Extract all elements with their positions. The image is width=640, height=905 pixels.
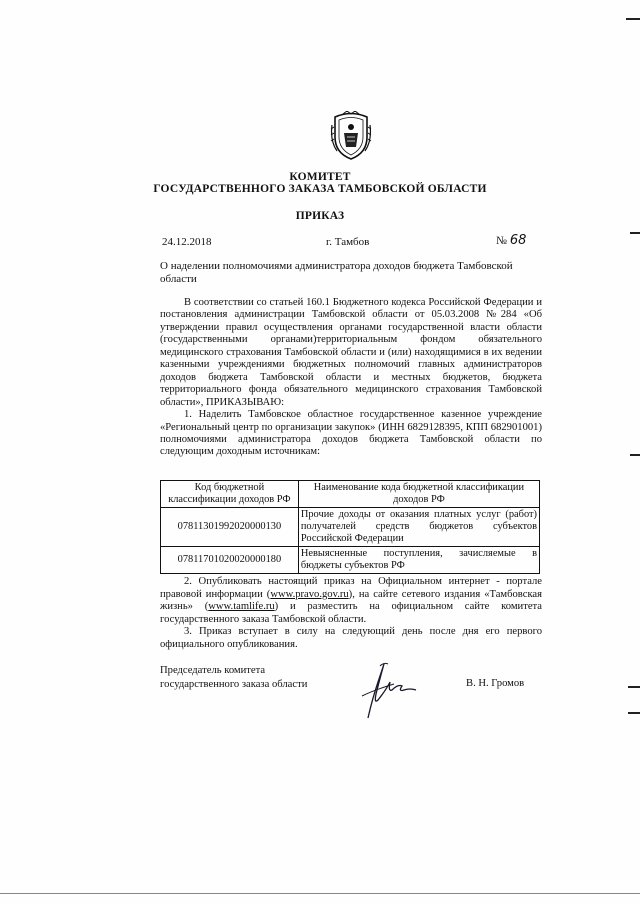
item-2-text-b: ), на сайте сетевого издания «Тамбовская жизнь» ( [160, 588, 543, 613]
table-header-name: Наименование кода бюджетной классификации доходов РФ [298, 481, 539, 508]
table-cell-code: 07811301992020000130 [161, 508, 299, 547]
scan-edge-mark [628, 712, 640, 714]
coat-of-arms-icon [329, 111, 373, 161]
signatory-position [160, 664, 307, 692]
item-1-paragraph: 1. Наделить Тамбовское областное государственное казенное учреждение «Региональный центр по организации закупок» (ИНН 6829128395, КПП 682901001) полномочиями администратора доходов бюджета Тамбовской области по следующим доходным источникам: [160, 409, 542, 458]
signatory-name: В. Н. Громов [466, 678, 525, 689]
scan-edge-mark [630, 232, 640, 234]
scan-edge-mark [628, 686, 640, 688]
document-subject: О наделении полномочиями администратора доходов бюджета Тамбовской области [160, 260, 513, 285]
revenue-codes-table [160, 480, 540, 574]
item-3-paragraph: 3. Приказ вступает в силу на следующий день после дня его первого официального опубликования. [160, 626, 542, 650]
document-type: ПРИКАЗ [295, 210, 345, 222]
item-2-paragraph [160, 576, 542, 626]
table-cell-code: 07811701020020000180 [161, 547, 299, 574]
scan-edge-mark [626, 18, 640, 20]
table-header-code: Код бюджетной классификации доходов РФ [161, 481, 299, 508]
pravo-link[interactable]: www.pravo.gov.ru [270, 588, 349, 600]
table-header-row [161, 481, 540, 508]
org-title-line1: КОМИТЕТ [289, 171, 351, 183]
org-title-line2: ГОСУДАРСТВЕННОГО ЗАКАЗА ТАМБОВСКОЙ ОБЛАСТИ [153, 183, 487, 195]
scan-edge-mark [630, 454, 640, 456]
number-value: 68 [509, 233, 527, 248]
scan-edge-mark [0, 893, 640, 894]
item-2-text-a: 2. Опубликовать настоящий приказ на Официальном интернет - портале правовой информации ( [160, 576, 542, 600]
table-row [161, 508, 540, 547]
table-cell-name: Невыясненные поступления, зачисляемые в бюджеты субъектов РФ [298, 547, 539, 574]
document-body-continued [160, 576, 542, 652]
signatory-position-line1: Председатель комитета [160, 665, 266, 676]
document-date: 24.12.2018 [162, 236, 212, 248]
document-number [496, 233, 526, 248]
document-city: г. Тамбов [326, 236, 370, 248]
item-2-text-c: ) и разместить на официальном сайте комитета государственного заказа Тамбовской области. [160, 601, 542, 625]
signatory-position-line2: государственного заказа области [160, 679, 308, 690]
preamble-paragraph: В соответствии со статьей 160.1 Бюджетного кодекса Российской Федерации и постановления администрации Тамбовской области от 05.03.2008 №284 «Об утверждении правил осуществления органами государственной власти области (государственными органами)территориальным фондом обязательного медицинского страхования Тамбовской области и (или) находящимися в их ведении казенными учреждениями бюджетных полномочий главных администраторов доходов бюджета Тамбовской области и местных бюджетов, бюджета территориального фонда обязательного медицинского страхования Тамбовской области», ПРИКАЗЫВАЮ: [160, 297, 542, 408]
handwritten-signature [354, 660, 424, 720]
number-sign: № [496, 235, 507, 247]
table-row [161, 547, 540, 574]
table-cell-name: Прочие доходы от оказания платных услуг (работ) получателей средств бюджетов субъектов Российской Федерации [298, 508, 539, 547]
tamlife-link[interactable]: www.tamlife.ru [208, 601, 275, 613]
document-body [160, 297, 542, 459]
